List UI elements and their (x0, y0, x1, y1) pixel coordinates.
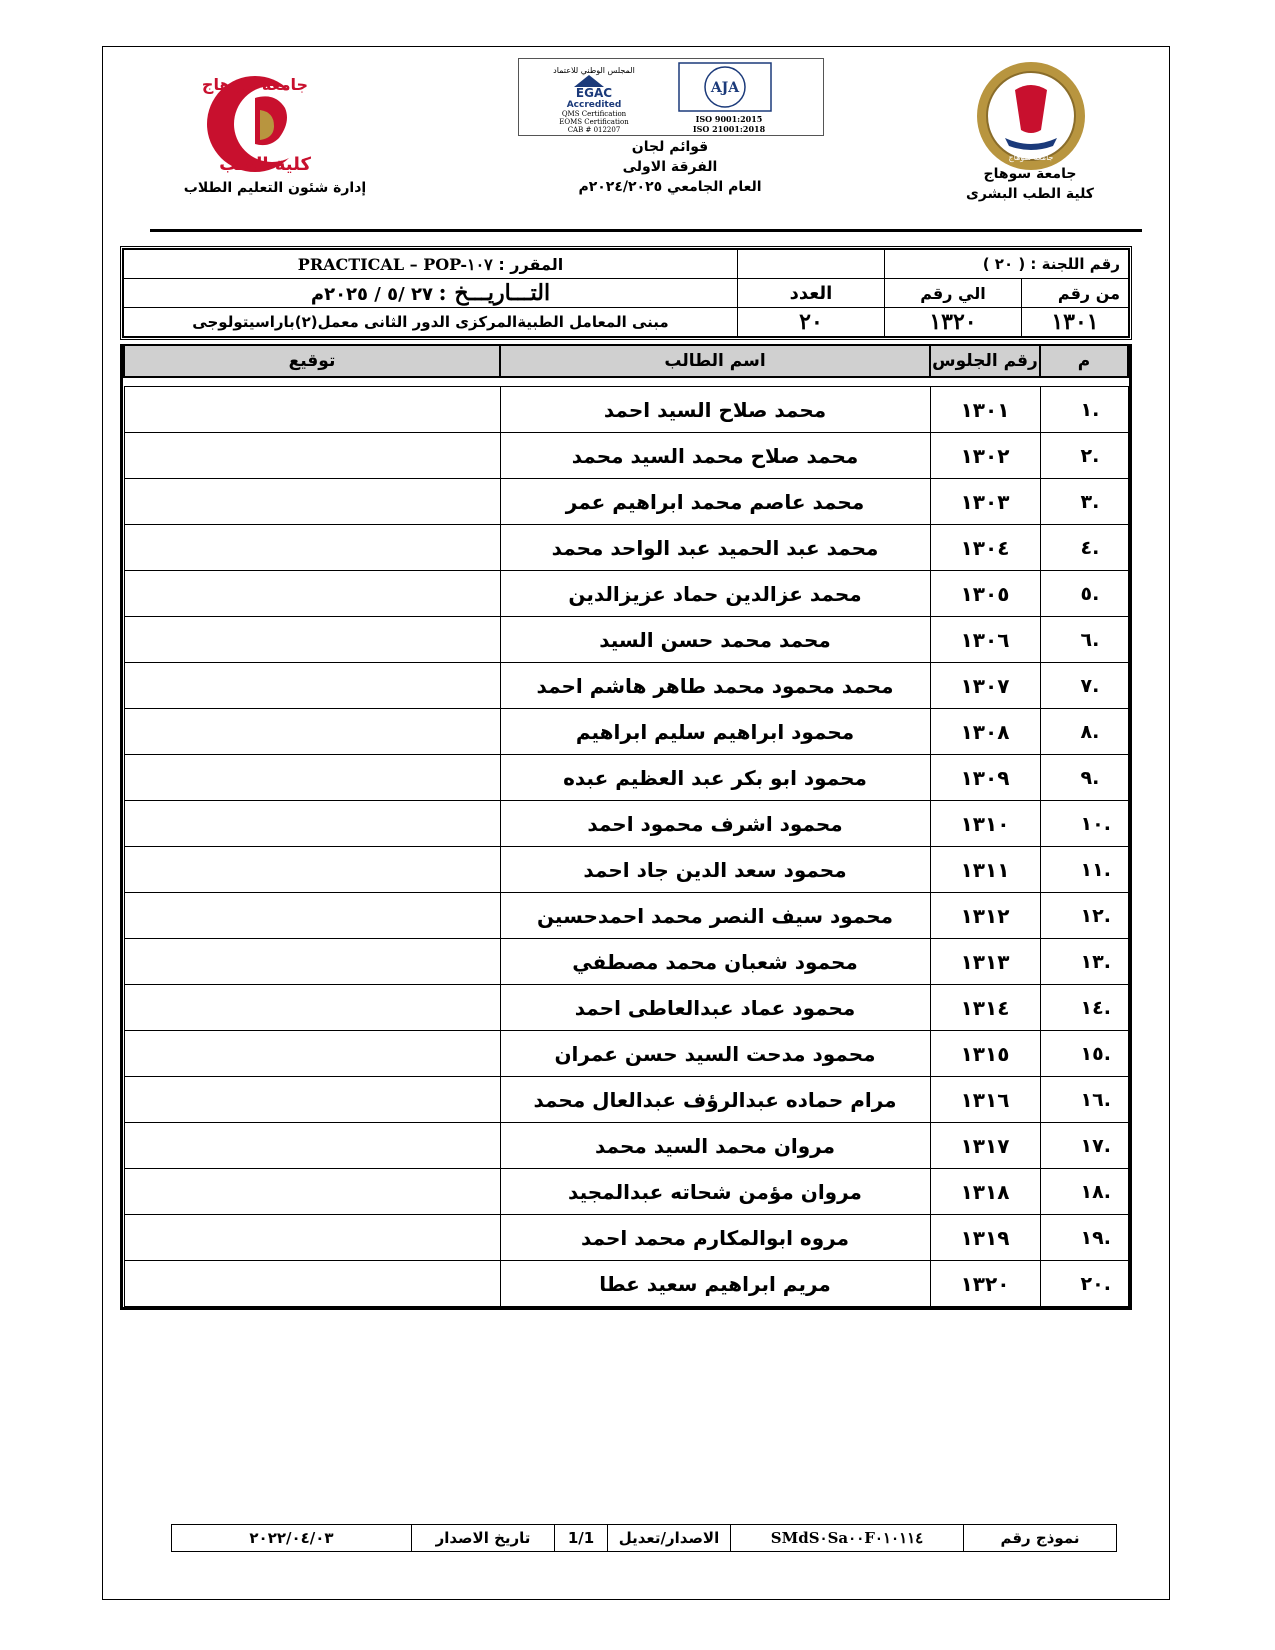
student-name: مروه ابوالمكارم محمد احمد (500, 1215, 930, 1261)
table-row (124, 985, 1128, 1031)
seat-number: ١٣٠٦ (930, 617, 1040, 663)
signature-cell[interactable] (124, 801, 500, 847)
table-header-row (124, 345, 1128, 377)
empty-cell (738, 250, 885, 279)
seat-number: ١٣٠٨ (930, 709, 1040, 755)
cert-logos (519, 59, 823, 135)
table-row (124, 387, 1128, 433)
student-name: محمد عبد الحميد عبد الواحد محمد (500, 525, 930, 571)
row-index: .١٣ (1040, 939, 1128, 985)
signature-cell[interactable] (124, 939, 500, 985)
edition-value: 1/1 (555, 1525, 608, 1552)
table-row (124, 847, 1128, 893)
faculty-logo (160, 68, 350, 176)
header-divider (150, 229, 1142, 232)
student-name: مريم ابراهيم سعيد عطا (500, 1261, 930, 1307)
signature-cell[interactable] (124, 387, 500, 433)
signature-cell[interactable] (124, 433, 500, 479)
doc-year-level: الفرقة الاولى (622, 159, 718, 175)
egac-accredited: Accredited (566, 100, 622, 110)
student-name: محمد عزالدين حماد عزيزالدين (500, 571, 930, 617)
seat-number: ١٣٠٤ (930, 525, 1040, 571)
to-label: الي رقم (885, 279, 1022, 308)
seat-number: ١٣٠١ (930, 387, 1040, 433)
issue-date-label: تاريخ الاصدار (412, 1525, 555, 1552)
egac-name: EGAC (575, 86, 613, 100)
table-row (124, 617, 1128, 663)
seat-number: ١٣٠٣ (930, 479, 1040, 525)
signature-cell[interactable] (124, 1123, 500, 1169)
row-index: .١٧ (1040, 1123, 1128, 1169)
doc-academic-year: العام الجامعي ٢٠٢٤/٢٠٢٥م (578, 179, 762, 195)
left-logo-top-text: جامعة سوهاج (201, 75, 309, 94)
from-label: من رقم (1022, 279, 1129, 308)
student-rows (124, 377, 1128, 1307)
seat-number: ١٣١٠ (930, 801, 1040, 847)
seat-number: ١٣٠٥ (930, 571, 1040, 617)
signature-cell[interactable] (124, 525, 500, 571)
table-row (124, 709, 1128, 755)
signature-cell[interactable] (124, 709, 500, 755)
row-index: .١٠ (1040, 801, 1128, 847)
student-name: محمود عماد عبدالعاطى احمد (500, 985, 930, 1031)
col-seat-number: رقم الجلوس (930, 345, 1040, 377)
egac-line1: QMS Certification (561, 110, 627, 118)
row-index: .١٦ (1040, 1077, 1128, 1123)
col-index: م (1040, 345, 1128, 377)
seat-number: ١٣١٦ (930, 1077, 1040, 1123)
table-row (124, 479, 1128, 525)
count-value: ٢٠ (738, 308, 885, 337)
row-index: .٢ (1040, 433, 1128, 479)
table-row (124, 939, 1128, 985)
student-name: مروان مؤمن شحاته عبدالمجيد (500, 1169, 930, 1215)
seat-number: ١٣١٩ (930, 1215, 1040, 1261)
table-row (124, 1077, 1128, 1123)
student-name: مرام حماده عبدالرؤف عبدالعال محمد (500, 1077, 930, 1123)
table-row (124, 525, 1128, 571)
signature-cell[interactable] (124, 1169, 500, 1215)
seat-number: ١٣١٨ (930, 1169, 1040, 1215)
row-index: .١٥ (1040, 1031, 1128, 1077)
signature-cell[interactable] (124, 479, 500, 525)
department-name: إدارة شئون التعليم الطلاب (183, 180, 367, 196)
certification-box (518, 58, 824, 136)
seat-number: ١٣١٥ (930, 1031, 1040, 1077)
table-row (124, 1031, 1128, 1077)
form-footer (171, 1524, 1117, 1552)
row-index: .٨ (1040, 709, 1128, 755)
from-value: ١٣٠١ (1022, 308, 1129, 337)
signature-cell[interactable] (124, 755, 500, 801)
date-label: التـــاريـــخ : (438, 280, 551, 306)
committee-number: رقم اللجنة : ( ٢٠ ) (885, 250, 1129, 279)
course-label: المقرر : (498, 254, 564, 274)
left-logo-bottom-text: كلية الطب (219, 154, 311, 175)
table-row (124, 1123, 1128, 1169)
table-row (124, 1261, 1128, 1307)
table-row (124, 571, 1128, 617)
table-row (124, 801, 1128, 847)
seat-number: ١٣٠٩ (930, 755, 1040, 801)
signature-cell[interactable] (124, 1031, 500, 1077)
committee-info-table (120, 246, 1132, 340)
egac-arabic-text: المجلس الوطني للاعتماد (553, 66, 635, 75)
iso-9001: ISO 9001:2015 (695, 114, 763, 124)
course-value: PRACTICAL – POP-١٠٧ (297, 254, 493, 274)
issue-date-value: ٢٠٢٢/٠٤/٠٣ (172, 1525, 412, 1552)
seat-number: ١٣١٣ (930, 939, 1040, 985)
seat-number: ١٣٢٠ (930, 1261, 1040, 1307)
student-name: محمد صلاح محمد السيد محمد (500, 433, 930, 479)
table-row (124, 1215, 1128, 1261)
col-student-name: اسم الطالب (500, 345, 930, 377)
table-row (124, 893, 1128, 939)
signature-cell[interactable] (124, 985, 500, 1031)
student-name: محمود سيف النصر محمد احمدحسين (500, 893, 930, 939)
table-row (124, 755, 1128, 801)
row-index: .١٢ (1040, 893, 1128, 939)
row-index: .٤ (1040, 525, 1128, 571)
signature-cell[interactable] (124, 847, 500, 893)
document-title-block (520, 137, 820, 197)
table-row (124, 663, 1128, 709)
student-name: محمود مدحت السيد حسن عمران (500, 1031, 930, 1077)
signature-cell[interactable] (124, 1077, 500, 1123)
row-index: .٩ (1040, 755, 1128, 801)
signature-cell[interactable] (124, 1261, 500, 1307)
student-name: محمود اشرف محمود احمد (500, 801, 930, 847)
to-value: ١٣٢٠ (885, 308, 1022, 337)
exam-location: مبنى المعامل الطبيةالمركزى الدور الثانى معمل(٢)باراسيتولوجى (124, 308, 738, 337)
edition-label: الاصدار/تعديل (608, 1525, 731, 1552)
signature-cell[interactable] (124, 663, 500, 709)
seat-number: ١٣٠٢ (930, 433, 1040, 479)
row-index: .٣ (1040, 479, 1128, 525)
iso-21001: ISO 21001:2018 (692, 124, 766, 134)
col-signature: توقيع (124, 345, 500, 377)
right-logo-text: جامعة سوهاج (1008, 153, 1054, 162)
student-name: محمود سعد الدين جاد احمد (500, 847, 930, 893)
row-index: .٦ (1040, 617, 1128, 663)
row-index: .١٤ (1040, 985, 1128, 1031)
doc-title: قوائم لجان (631, 139, 709, 155)
signature-cell[interactable] (124, 1215, 500, 1261)
signature-cell[interactable] (124, 617, 500, 663)
signature-cell[interactable] (124, 893, 500, 939)
university-name: جامعة سوهاج (983, 166, 1077, 182)
student-name: محمود شعبان محمد مصطفي (500, 939, 930, 985)
row-index: .١٨ (1040, 1169, 1128, 1215)
row-index: .١١ (1040, 847, 1128, 893)
date-cell (124, 279, 738, 308)
seat-number: ١٣٠٧ (930, 663, 1040, 709)
student-name: محمود ابراهيم سليم ابراهيم (500, 709, 930, 755)
left-department (180, 178, 370, 198)
row-index: .١ (1040, 387, 1128, 433)
table-row (124, 433, 1128, 479)
egac-line3: CAB # 012207 (567, 126, 621, 134)
seat-number: ١٣١٤ (930, 985, 1040, 1031)
table-row (124, 1169, 1128, 1215)
course-cell (124, 250, 738, 279)
count-label: العدد (738, 279, 885, 308)
row-index: .٧ (1040, 663, 1128, 709)
university-name-block (960, 164, 1100, 204)
signature-cell[interactable] (124, 571, 500, 617)
university-logo (975, 60, 1087, 172)
aja-name: AJA (710, 80, 740, 96)
student-name: محمد محمد حسن السيد (500, 617, 930, 663)
seat-number: ١٣١٢ (930, 893, 1040, 939)
egac-line2: EOMS Certification (559, 118, 629, 126)
student-name: محمد محمود محمد طاهر هاشم احمد (500, 663, 930, 709)
seat-number: ١٣١٧ (930, 1123, 1040, 1169)
row-index: .٢٠ (1040, 1261, 1128, 1307)
row-index: .٥ (1040, 571, 1128, 617)
form-number-label: نموذج رقم (964, 1525, 1117, 1552)
faculty-name: كلية الطب البشرى (966, 186, 1094, 202)
student-name: محمد صلاح السيد احمد (500, 387, 930, 433)
date-value: ٢٧ /٥ / ٢٠٢٥م (310, 284, 433, 305)
students-table (120, 344, 1132, 1310)
form-number-value: SMdS٠Sa٠٠F٠١٠١١٤ (731, 1525, 964, 1552)
student-name: محمد عاصم محمد ابراهيم عمر (500, 479, 930, 525)
seat-number: ١٣١١ (930, 847, 1040, 893)
row-index: .١٩ (1040, 1215, 1128, 1261)
student-name: مروان محمد السيد محمد (500, 1123, 930, 1169)
student-name: محمود ابو بكر عبد العظيم عبده (500, 755, 930, 801)
